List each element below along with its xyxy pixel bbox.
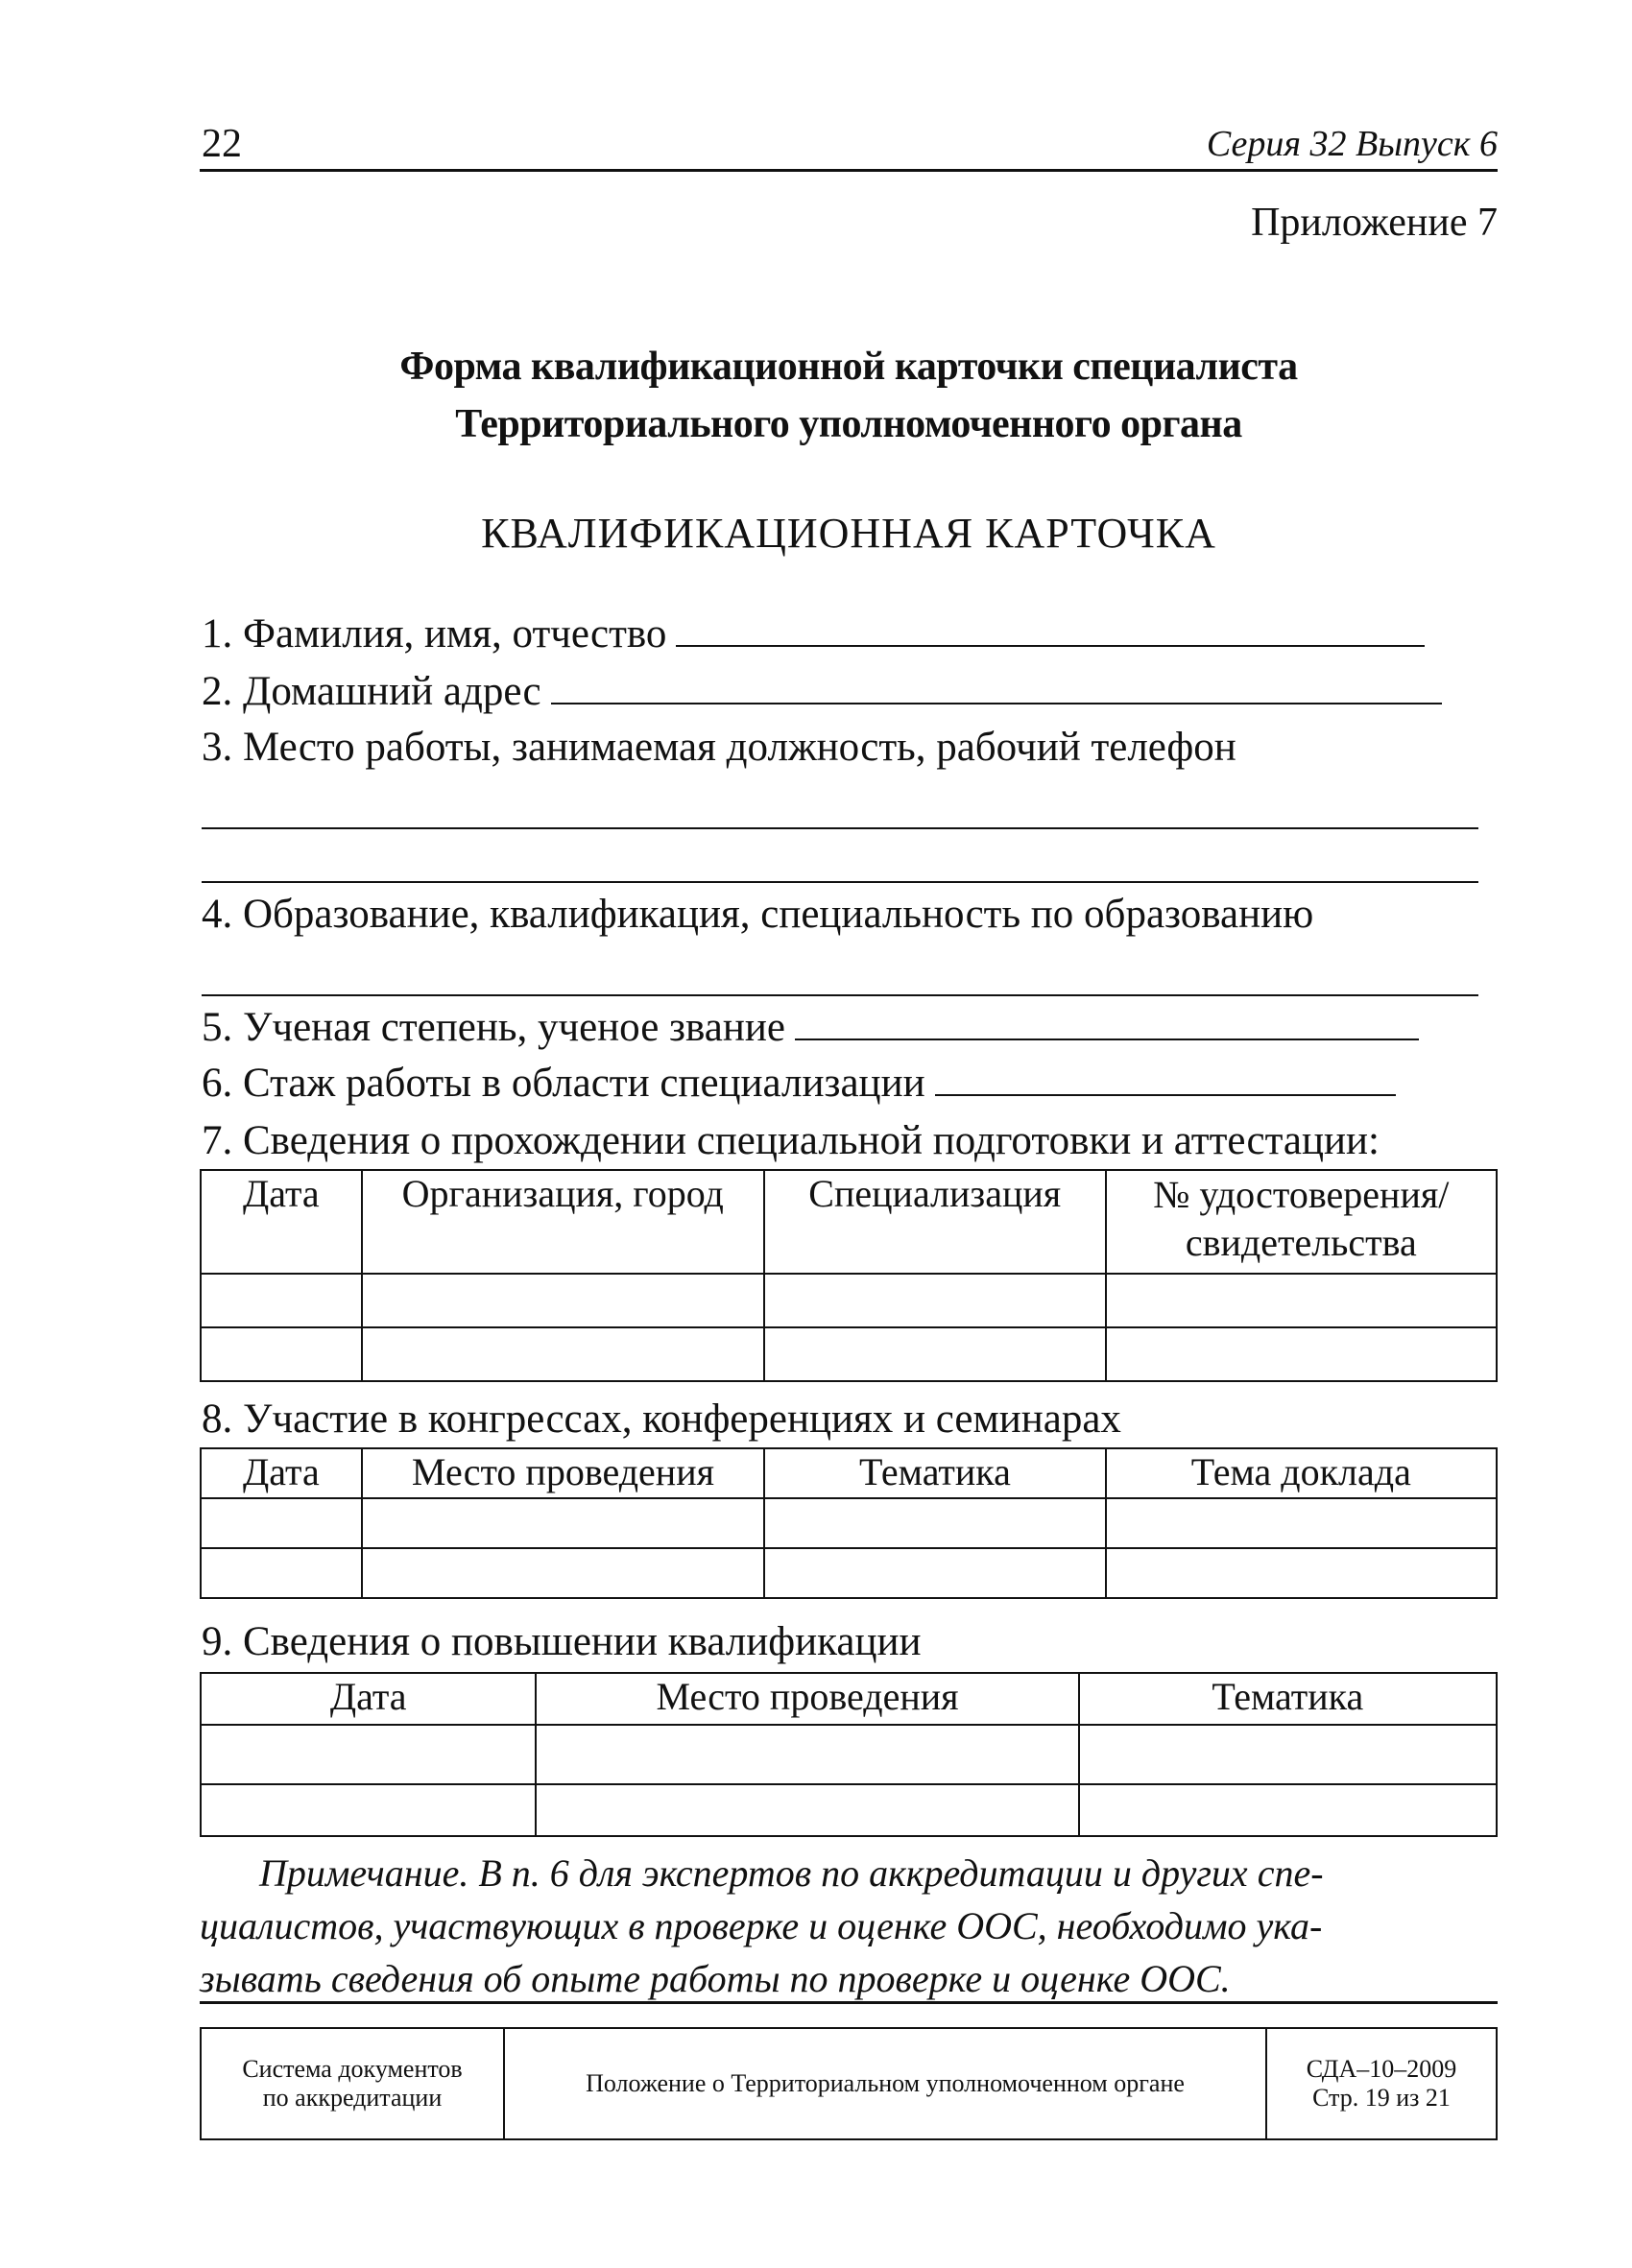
footer-table [200, 2027, 1498, 2140]
section8-title: 8. Участие в конгрессах, конференциях и семинарах [202, 1397, 1121, 1442]
form-title-line1: Форма квалификационной карточки специалиста [399, 345, 1298, 389]
table-cell[interactable] [1106, 1548, 1497, 1598]
col-certificate-line1: № удостоверения/ [1153, 1173, 1450, 1216]
col-topics: Тематика [1079, 1673, 1497, 1725]
card-title: КВАЛИФИКАЦИОННАЯ КАРТОЧКА [481, 510, 1216, 557]
table-row [201, 1784, 1497, 1836]
section9-title: 9. Сведения о повышении квалификации [202, 1619, 922, 1664]
table-cell[interactable] [201, 1725, 536, 1784]
col-certificate-line2: свидетельства [1185, 1221, 1417, 1264]
footer-page-count: Стр. 19 из 21 [1312, 2084, 1451, 2112]
table-cell[interactable] [536, 1725, 1078, 1784]
field-degree-label: 5. Ученая степень, ученое звание [202, 1005, 785, 1050]
table-row [201, 1498, 1497, 1548]
education-line[interactable] [202, 994, 1478, 996]
table-cell[interactable] [1106, 1274, 1497, 1327]
table-cell[interactable] [764, 1498, 1105, 1548]
field-degree [202, 1004, 1419, 1051]
note-line3: зывать сведения об опыте работы по проверке и оценке ООС. [200, 1957, 1231, 2000]
col-date: Дата [201, 1170, 362, 1274]
table-row [201, 1548, 1497, 1598]
col-date: Дата [201, 1448, 362, 1498]
degree-line[interactable] [795, 1004, 1419, 1040]
qualification-table [200, 1672, 1498, 1837]
footer-rule [200, 2001, 1498, 2004]
field-full-name [202, 610, 1425, 657]
field-experience [202, 1060, 1396, 1107]
field-experience-label: 6. Стаж работы в области специализации [202, 1061, 925, 1106]
workplace-line-2[interactable] [202, 881, 1478, 883]
workplace-line-1[interactable] [202, 827, 1478, 829]
table-cell[interactable] [201, 1327, 362, 1381]
col-organization: Организация, город [362, 1170, 764, 1274]
full-name-line[interactable] [676, 610, 1425, 647]
training-header-row [201, 1170, 1497, 1274]
col-certificate [1106, 1170, 1497, 1274]
note [200, 1847, 1498, 2005]
field-workplace-label: 3. Место работы, занимаемая должность, рабочий телефон [202, 725, 1236, 770]
table-cell[interactable] [201, 1548, 362, 1598]
table-cell[interactable] [764, 1274, 1106, 1327]
form-title-line2: Территориального уполномоченного органа [455, 402, 1242, 446]
table-cell[interactable] [764, 1327, 1106, 1381]
table-cell[interactable] [536, 1784, 1078, 1836]
footer-doc-code [1266, 2028, 1497, 2139]
experience-line[interactable] [935, 1060, 1396, 1096]
home-address-line[interactable] [551, 668, 1442, 704]
page-number: 22 [202, 122, 242, 166]
footer-system-line2: по аккредитации [262, 2084, 443, 2112]
table-cell[interactable] [201, 1498, 362, 1548]
col-topics: Тематика [764, 1448, 1105, 1498]
series-label: Серия 32 Выпуск 6 [1206, 124, 1498, 164]
table-cell[interactable] [1079, 1725, 1497, 1784]
footer-document-title: Положение о Территориальном уполномоченном органе [504, 2028, 1266, 2139]
note-line1: Примечание. В п. 6 для экспертов по аккредитации и других спе- [259, 1851, 1324, 1895]
table-cell[interactable] [764, 1548, 1105, 1598]
section7-title: 7. Сведения о прохождении специальной подготовки и аттестации: [202, 1118, 1380, 1163]
table-cell[interactable] [201, 1274, 362, 1327]
table-cell[interactable] [201, 1784, 536, 1836]
footer-system-line1: Система документов [242, 2055, 463, 2083]
col-venue: Место проведения [536, 1673, 1078, 1725]
col-specialization: Специализация [764, 1170, 1106, 1274]
col-venue: Место проведения [362, 1448, 764, 1498]
field-home-address [202, 668, 1442, 715]
table-cell[interactable] [362, 1274, 764, 1327]
table-row [201, 1274, 1497, 1327]
table-cell[interactable] [1106, 1498, 1497, 1548]
footer-system [201, 2028, 504, 2139]
col-report-topic: Тема доклада [1106, 1448, 1497, 1498]
note-line2: циалистов, участвующих в проверке и оценке ООС, необходимо ука- [200, 1904, 1323, 1947]
table-cell[interactable] [1079, 1784, 1497, 1836]
footer-doc-number: СДА–10–2009 [1306, 2055, 1457, 2083]
table-row [201, 1725, 1497, 1784]
appendix-label: Приложение 7 [1251, 201, 1498, 245]
qualification-header-row [201, 1673, 1497, 1725]
table-cell[interactable] [362, 1327, 764, 1381]
conferences-header-row [201, 1448, 1497, 1498]
table-cell[interactable] [1106, 1327, 1497, 1381]
conferences-table [200, 1447, 1498, 1599]
training-table [200, 1169, 1498, 1382]
field-full-name-label: 1. Фамилия, имя, отчество [202, 611, 667, 657]
table-cell[interactable] [362, 1548, 764, 1598]
field-education-label: 4. Образование, квалификация, специальность по образованию [202, 892, 1314, 937]
table-cell[interactable] [362, 1498, 764, 1548]
table-row [201, 1327, 1497, 1381]
field-home-address-label: 2. Домашний адрес [202, 669, 541, 714]
header-rule [200, 169, 1498, 172]
col-date: Дата [201, 1673, 536, 1725]
